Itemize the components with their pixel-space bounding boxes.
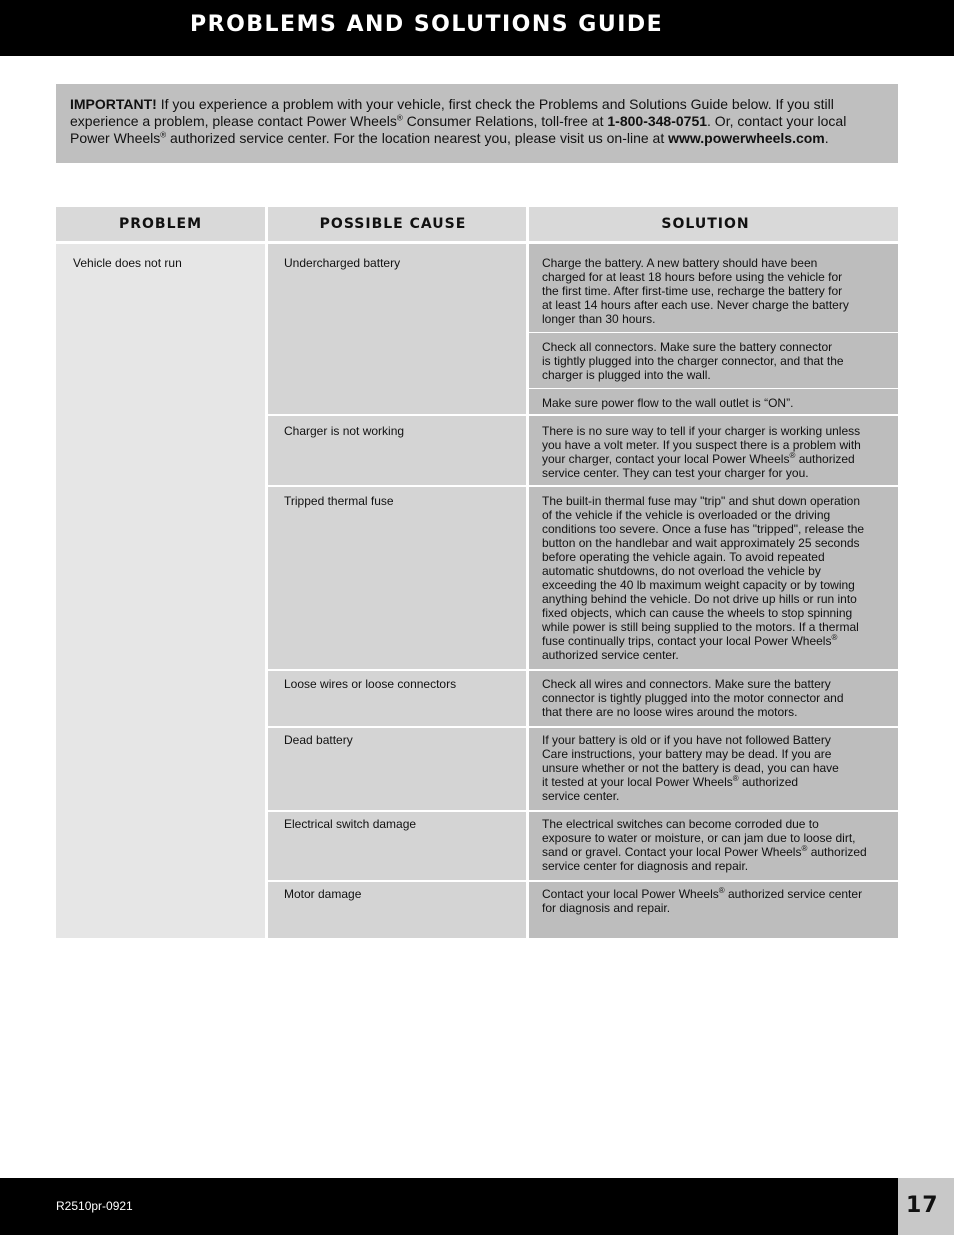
solution-line: Care instructions, your battery may be dead. If you are bbox=[542, 747, 832, 761]
solution-line: The electrical switches can become corroded due to bbox=[542, 817, 819, 831]
notice-text-2b: Consumer Relations, toll-free at bbox=[402, 113, 608, 129]
header-problem: PROBLEM bbox=[118, 216, 203, 232]
registered-mark: ® bbox=[396, 113, 403, 123]
solution-line: Charge the battery. A new battery should have been bbox=[542, 256, 818, 270]
solution-cell bbox=[542, 424, 861, 480]
important-notice bbox=[56, 84, 898, 163]
solution-line: service center. They can test your charger for you. bbox=[542, 466, 809, 480]
solution-line: connector is tightly plugged into the motor connector and bbox=[542, 691, 844, 705]
cause-cell: Electrical switch damage bbox=[284, 817, 417, 831]
solution-line: anything behind the vehicle. Do not drive up hills or run into bbox=[542, 592, 857, 606]
solution-cell bbox=[542, 887, 862, 915]
solution-line bbox=[542, 845, 867, 859]
row-divider bbox=[268, 669, 898, 671]
solution-text: sand or gravel. Contact your local Power Wheels bbox=[542, 845, 802, 859]
solution-line: Check all wires and connectors. Make sure the battery bbox=[542, 677, 831, 691]
cause-cell: Charger is not working bbox=[284, 424, 405, 438]
solution-line: before operating the vehicle again. To avoid repeated bbox=[542, 550, 825, 564]
solution-line bbox=[542, 887, 862, 901]
cause-cell: Motor damage bbox=[284, 887, 362, 901]
notice-text-3c: . bbox=[824, 130, 829, 146]
solution-text: authorized bbox=[807, 845, 867, 859]
solution-line: longer than 30 hours. bbox=[542, 312, 656, 326]
solution-line: of the vehicle if the vehicle is overloaded or the driving bbox=[542, 508, 831, 522]
solution-cell bbox=[542, 256, 849, 326]
solution-line: is tightly plugged into the charger connector, and that the bbox=[542, 354, 844, 368]
solution-line: fixed objects, which can cause the wheels to stop spinning bbox=[542, 606, 853, 620]
solution-line: automatic shutdowns, do not overload the vehicle by bbox=[542, 564, 821, 578]
solution-text: fuse continually trips, contact your local Power Wheels bbox=[542, 634, 832, 648]
website-url: www.powerwheels.com bbox=[668, 130, 825, 146]
solution-cell bbox=[542, 396, 793, 410]
solution-line: service center for diagnosis and repair. bbox=[542, 859, 749, 873]
cause-cell: Dead battery bbox=[284, 733, 353, 747]
notice-text-3b: authorized service center. For the location nearest you, please visit us on-line at bbox=[166, 130, 669, 146]
header-cause: POSSIBLE CAUSE bbox=[319, 216, 467, 232]
document-code: R2510pr-0921 bbox=[56, 1199, 133, 1213]
row-divider bbox=[268, 485, 898, 487]
solution-line: Check all connectors. Make sure the battery connector bbox=[542, 340, 833, 354]
problem-column bbox=[56, 207, 265, 938]
notice-text-1: If you experience a problem with your vehicle, first check the Problems and Solutions Guide below. If you still bbox=[156, 96, 834, 112]
solution-cell bbox=[542, 340, 844, 382]
solution-text: authorized bbox=[738, 775, 799, 789]
registered-mark: ® bbox=[718, 886, 725, 895]
solution-line: unsure whether or not the battery is dead, you can have bbox=[542, 761, 839, 775]
row-divider bbox=[268, 810, 898, 812]
sub-row-divider bbox=[529, 332, 898, 333]
solution-text: authorized service center bbox=[724, 887, 863, 901]
solution-line: that there are no loose wires around the motors. bbox=[542, 705, 798, 719]
solution-line: the first time. After first-time use, recharge the battery for bbox=[542, 284, 843, 298]
solution-line: exceeding the 40 lb maximum weight capacity or by towing bbox=[542, 578, 855, 592]
solution-line: The built-in thermal fuse may "trip" and shut down operation bbox=[542, 494, 861, 508]
solution-line: button on the handlebar and wait approximately 25 seconds bbox=[542, 536, 860, 550]
solution-line bbox=[542, 634, 864, 648]
solution-line: authorized service center. bbox=[542, 648, 679, 662]
cause-cell: Loose wires or loose connectors bbox=[284, 677, 457, 691]
solution-line: If your battery is old or if you have not followed Battery bbox=[542, 733, 831, 747]
solution-text: it tested at your local Power Wheels bbox=[542, 775, 733, 789]
cause-cell: Undercharged battery bbox=[284, 256, 401, 270]
notice-label: IMPORTANT! bbox=[70, 96, 157, 112]
solution-line: for diagnosis and repair. bbox=[542, 901, 671, 915]
notice-text-3a: Power Wheels bbox=[70, 130, 161, 146]
notice-text-2c: . Or, contact your local bbox=[707, 113, 847, 129]
solution-cell bbox=[542, 733, 839, 803]
solution-line: conditions too severe. Once a fuse has "tripped", release the bbox=[542, 522, 865, 536]
cause-cell: Tripped thermal fuse bbox=[284, 494, 394, 508]
solution-text: Contact your local Power Wheels bbox=[542, 887, 719, 901]
solution-cell bbox=[542, 494, 864, 662]
solution-line: exposure to water or moisture, or can jam due to loose dirt, bbox=[542, 831, 856, 845]
solution-line: you have a volt meter. If you suspect there is a problem with bbox=[542, 438, 861, 452]
solution-line: charger is plugged into the wall. bbox=[542, 368, 711, 382]
header-solution: SOLUTION bbox=[661, 216, 750, 232]
row-divider bbox=[268, 880, 898, 882]
solution-line: service center. bbox=[542, 789, 620, 803]
solution-text: your charger, contact your local Power Wheels bbox=[542, 452, 790, 466]
notice-text-2a: experience a problem, please contact Power Wheels bbox=[70, 113, 397, 129]
registered-mark: ® bbox=[732, 774, 739, 783]
header-underline bbox=[56, 241, 898, 244]
page-number: 17 bbox=[906, 1193, 939, 1218]
solution-text: authorized bbox=[795, 452, 855, 466]
solution-line: while power is still being supplied to the motors. If a thermal bbox=[542, 620, 859, 634]
sub-row-divider bbox=[529, 388, 898, 389]
solution-line: at least 14 hours after each use. Never charge the battery bbox=[542, 298, 849, 312]
row-divider bbox=[268, 414, 898, 416]
registered-mark: ® bbox=[831, 633, 838, 642]
solution-line: Make sure power flow to the wall outlet is “ON”. bbox=[542, 396, 794, 410]
solution-line: charged for at least 18 hours before using the vehicle for bbox=[542, 270, 843, 284]
footer-bar bbox=[0, 1178, 898, 1235]
solution-cell bbox=[542, 677, 844, 719]
problem-cell: Vehicle does not run bbox=[73, 256, 182, 270]
page-title: PROBLEMS AND SOLUTIONS GUIDE bbox=[190, 12, 664, 37]
registered-mark: ® bbox=[801, 844, 808, 853]
solution-line bbox=[542, 775, 839, 789]
solution-cell bbox=[542, 817, 867, 873]
registered-mark: ® bbox=[789, 451, 796, 460]
solution-line: There is no sure way to tell if your charger is working unless bbox=[542, 424, 861, 438]
phone-number: 1-800-348-0751 bbox=[607, 113, 708, 129]
solution-line bbox=[542, 452, 861, 466]
row-divider bbox=[268, 726, 898, 728]
registered-mark: ® bbox=[160, 130, 167, 140]
